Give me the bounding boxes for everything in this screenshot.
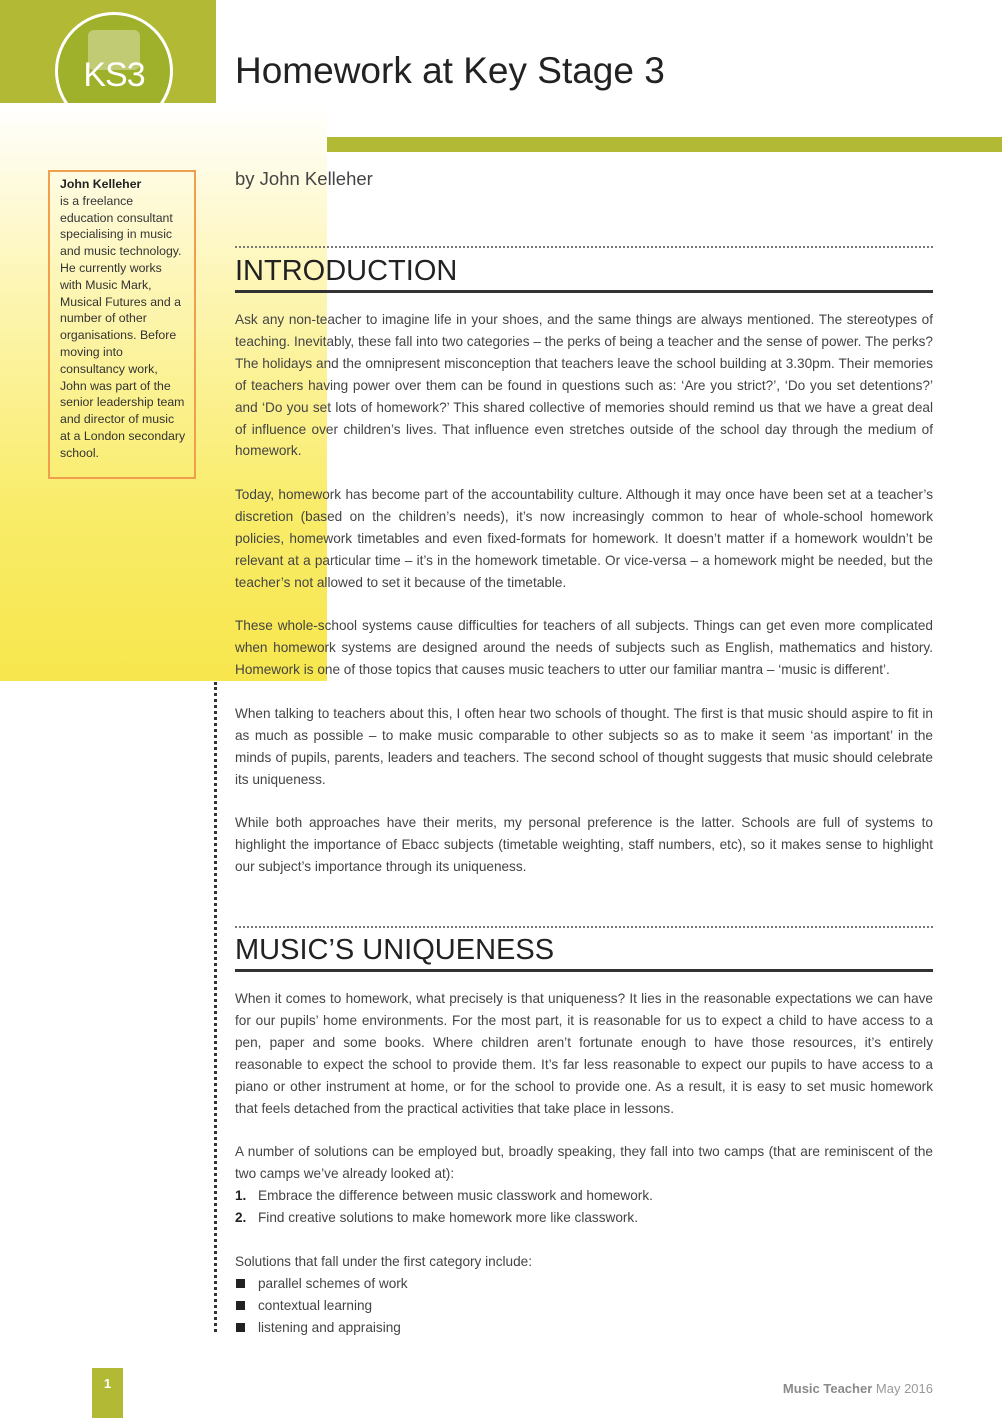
paragraph: Ask any non-teacher to imagine life in your shoes, and the same things are always mentioned. The stereotypes of teaching. Inevitably, these fall into two categories – the perks of being a teacher and the sense of power. The perks? The holidays and the omnipresent misconception that teachers leave the school building at 3.30pm. Their memories of teachers having power over them can be found in questions such as: ‘Are you strict?’, ‘Do you set detentions?’ and ‘Do you set lots of homework?’ This shared collective of memories should remind us that we have a great deal of influence over children’s lives. That influence even stretches outside of the school day through the medium of homework. — [235, 312, 933, 459]
square-bullet-icon — [236, 1323, 245, 1332]
list-item-text: Embrace the difference between music classwork and homework. — [258, 1188, 653, 1203]
bullet-list — [235, 1273, 933, 1339]
list-item — [235, 1207, 933, 1229]
margin-dotted-line — [214, 682, 217, 1332]
square-bullet-icon — [236, 1279, 245, 1288]
byline: by John Kelleher — [235, 168, 373, 189]
list-item-text: Find creative solutions to make homework more like classwork. — [258, 1209, 639, 1225]
page-number: 1 — [92, 1368, 123, 1418]
publication-date: May 2016 — [875, 1381, 933, 1396]
section-heading-introduction: INTRODUCTION — [235, 254, 933, 293]
author-name: John Kelleher — [60, 177, 142, 191]
paragraph: These whole-school systems cause difficulties for teachers of all subjects. Things can get even more complicated when homework systems are designed around the needs of subjects such as English, mathematics and history. Homework is one of those topics that causes music teachers to utter our familiar mantra – ‘music is different’. — [235, 618, 933, 677]
numbered-list — [235, 1185, 933, 1229]
publication-name: Music Teacher — [782, 1381, 873, 1396]
badge-label: KS3 — [83, 56, 145, 94]
list-number: 2. — [235, 1209, 247, 1225]
title-rule — [327, 137, 1002, 152]
list-item — [235, 1317, 933, 1339]
list-item-text: listening and appraising — [258, 1319, 401, 1335]
paragraph: While both approaches have their merits, my personal preference is the latter. Schools are full of systems to highlight the importance of Ebacc subjects (timetable weighting, staff numbers, etc), so it makes sense to highlight our subject’s importance through its uniqueness. — [235, 815, 933, 874]
square-bullet-icon — [236, 1301, 245, 1310]
list-item — [235, 1273, 933, 1295]
section-heading-uniqueness: MUSIC’S UNIQUENESS — [235, 933, 933, 972]
section-divider — [235, 246, 933, 248]
list-number: 1. — [235, 1188, 247, 1203]
author-bio-box — [48, 170, 196, 479]
author-bio: is a freelance education consultant specialising in music and music technology. He currently works with Music Mark, Musical Futures and a number of other organisations. Before moving into consultancy work, John was part of the senior leadership team and director of music at a London secondary school. — [60, 193, 186, 460]
paragraph: Today, homework has become part of the accountability culture. Although it may once have been set at a teacher’s discretion (based on the children’s needs), it’s now increasingly common to hear of whole-school homework policies, homework timetables and even fixed-formats for homework. It doesn’t matter if a homework wouldn’t be relevant at a particular time – it’s in the homework timetable. Or vice-versa – a homework might be needed, but the teacher’s not allowed to set it because of the timetable. — [235, 487, 933, 590]
list-item — [235, 1295, 933, 1317]
footer-credit — [783, 1381, 933, 1396]
page-title: Homework at Key Stage 3 — [235, 50, 665, 91]
paragraph: Solutions that fall under the first category include: — [235, 1254, 532, 1269]
paragraph: When talking to teachers about this, I often hear two schools of thought. The first is that music should aspire to fit in as much as possible – to make music comparable to other subjects so as to make it seem ‘as important’ in the minds of pupils, parents, leaders and teachers. The second school of thought suggests that music should celebrate its uniqueness. — [235, 706, 933, 787]
paragraph: A number of solutions can be employed but, broadly speaking, they fall into two camps (that are reminiscent of the two camps we’ve already looked at): — [235, 1144, 933, 1181]
list-item-text: parallel schemes of work — [258, 1276, 408, 1291]
list-item — [235, 1185, 933, 1207]
paragraph: When it comes to homework, what precisely is that uniqueness? It lies in the reasonable expectations we can have for our pupils’ home environments. For the most part, it is reasonable for us to expect a child to have access to a pen, paper and some books. Where children aren’t fortunate enough to have those resources, it’s entirely reasonable to expect the school to provide them. It’s far less reasonable to expect our pupils to have access to a piano or other instrument at home, or for the school to provide one. As a result, it is easy to set music homework that feels detached from the practical activities that take place in lessons. — [235, 991, 933, 1116]
section-divider — [235, 926, 933, 928]
list-item-text: contextual learning — [258, 1297, 373, 1313]
